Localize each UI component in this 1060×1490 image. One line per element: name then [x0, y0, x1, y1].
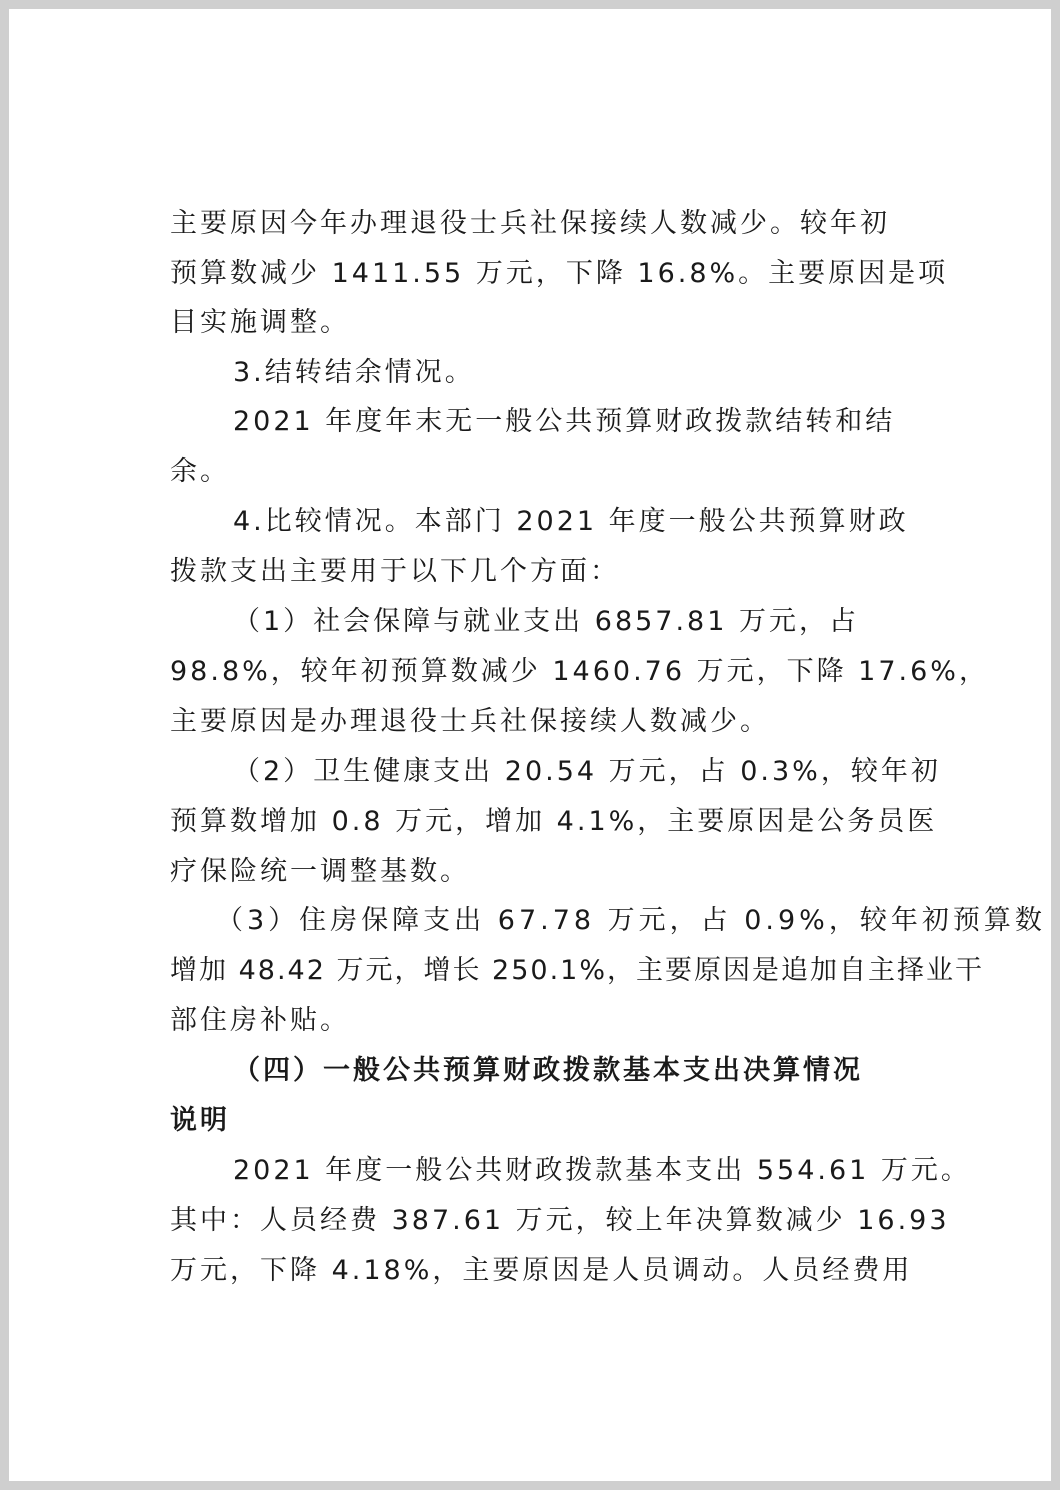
list-item: （1）社会保障与就业支出 6857.81 万元，占 [233, 606, 859, 637]
text-line: 主要原因是办理退役士兵社保接续人数减少。 [170, 706, 770, 737]
list-item: （2）卫生健康支出 20.54 万元，占 0.3%，较年初 [233, 756, 941, 787]
subsection-title: 说明 [170, 1105, 230, 1136]
text-line: 预算数增加 0.8 万元，增加 4.1%，主要原因是公务员医 [170, 806, 938, 837]
text-line: 2021 年度一般公共财政拨款基本支出 554.61 万元。 [233, 1155, 971, 1186]
text-line: 预算数减少 1411.55 万元，下降 16.8%。主要原因是项 [170, 258, 949, 289]
text-line: 增加 48.42 万元，增长 250.1%，主要原因是追加自主择业干 [170, 955, 984, 986]
text-line: 2021 年度年末无一般公共预算财政拨款结转和结 [233, 406, 896, 437]
text-line: 拨款支出主要用于以下几个方面： [170, 556, 620, 587]
text-line: 部住房补贴。 [170, 1005, 350, 1036]
section-heading: 4.比较情况。本部门 2021 年度一般公共预算财政 [233, 506, 909, 537]
text-line: 其中：人员经费 387.61 万元，较上年决算数减少 16.93 [170, 1205, 950, 1236]
text-line: 疗保险统一调整基数。 [170, 856, 470, 887]
section-heading: 3.结转结余情况。 [233, 357, 475, 388]
text-line: 98.8%，较年初预算数减少 1460.76 万元，下降 17.6%， [170, 656, 989, 687]
text-line: 主要原因今年办理退役士兵社保接续人数减少。较年初 [170, 208, 890, 239]
document-page [9, 9, 1051, 1481]
subsection-title: （四）一般公共预算财政拨款基本支出决算情况 [233, 1055, 863, 1086]
text-line: 余。 [170, 456, 230, 487]
list-item: （3）住房保障支出 67.78 万元，占 0.9%，较年初预算数 [216, 905, 1046, 936]
text-line: 万元，下降 4.18%，主要原因是人员调动。人员经费用 [170, 1255, 913, 1286]
text-line: 目实施调整。 [170, 307, 350, 338]
